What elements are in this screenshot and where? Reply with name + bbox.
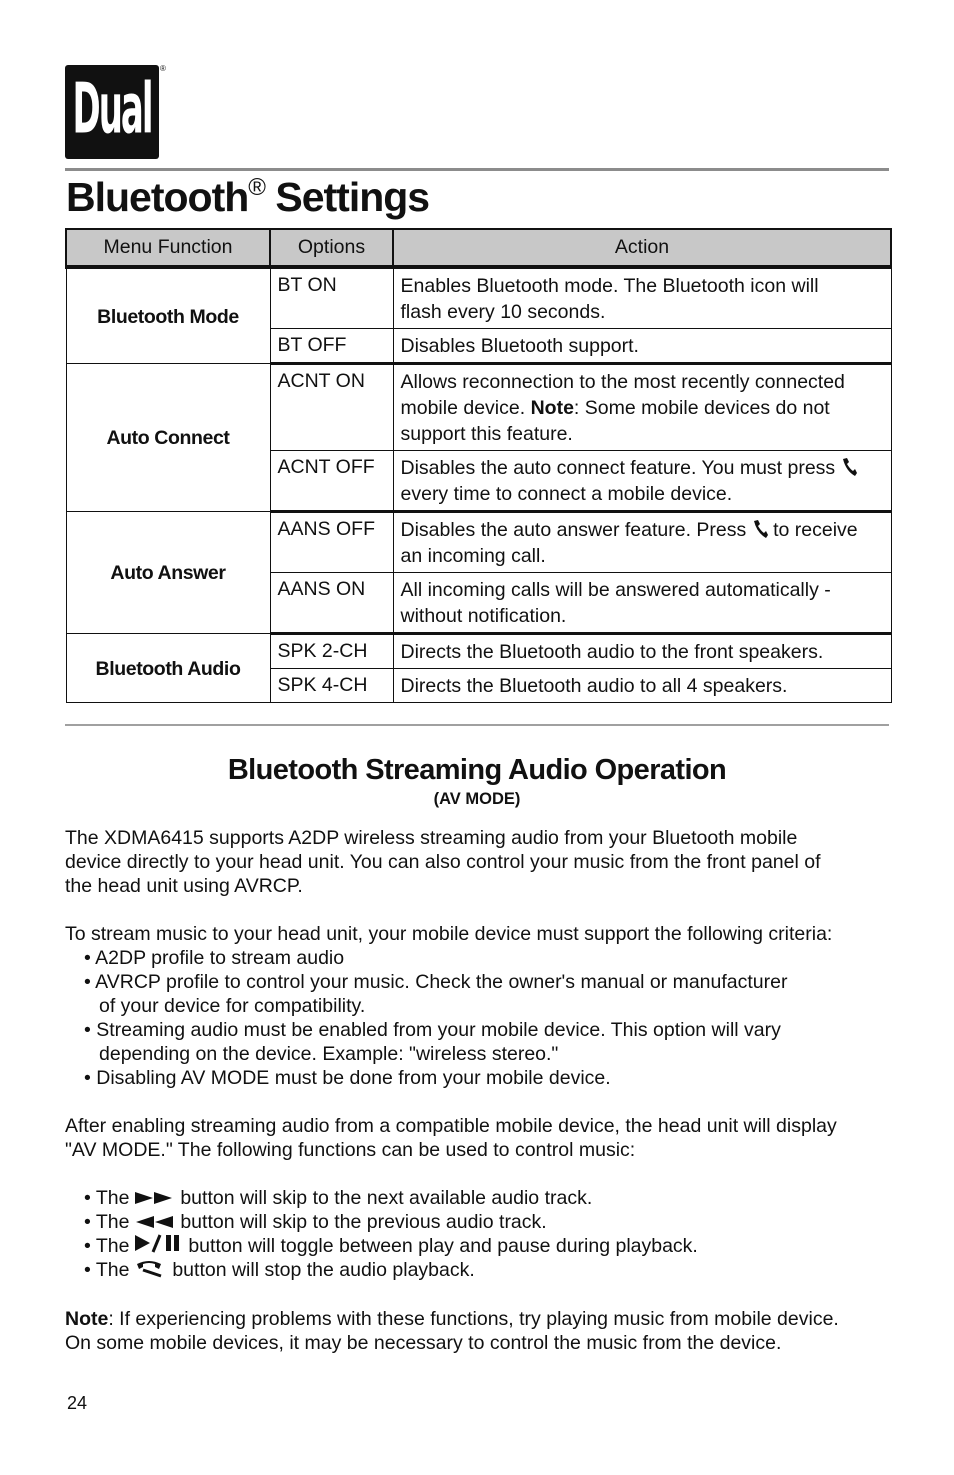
action-cell: All incoming calls will be answered automatically - without notification.	[393, 573, 891, 634]
list-item: • The button will toggle between play and pause during playback.	[84, 1235, 698, 1257]
action-cell: Directs the Bluetooth audio to the front speakers.	[393, 634, 891, 669]
criteria-list	[84, 946, 884, 1090]
table-row	[66, 267, 891, 329]
option-cell: ACNT ON	[270, 364, 393, 451]
phone-icon	[841, 457, 857, 477]
list-item: • Streaming audio must be enabled from your mobile device. This option will vary depending on the device. Example: "wireless stereo."	[84, 1019, 781, 1065]
top-divider	[65, 168, 889, 171]
option-cell: BT OFF	[270, 329, 393, 364]
action-cell: Directs the Bluetooth audio to all 4 speakers.	[393, 669, 891, 703]
header-action: Action	[393, 229, 891, 267]
brand-logo	[65, 65, 159, 159]
fast-forward-icon	[135, 1190, 175, 1206]
function-bluetooth-audio: Bluetooth Audio	[66, 634, 270, 703]
action-cell: Disables Bluetooth support.	[393, 329, 891, 364]
option-cell: SPK 4-CH	[270, 669, 393, 703]
option-cell: AANS OFF	[270, 512, 393, 573]
intro-paragraph: The XDMA6415 supports A2DP wireless streaming audio from your Bluetooth mobile device directly to your head unit. You can also control your music from the front panel of the head unit using AVRCP.	[65, 827, 821, 897]
page-number: 24	[67, 1393, 88, 1413]
function-auto-connect: Auto Connect	[66, 364, 270, 512]
after-paragraph: After enabling streaming audio from a compatible mobile device, the head unit will display "AV MODE." The following functions can be used to control music:	[65, 1115, 837, 1161]
option-cell: SPK 2-CH	[270, 634, 393, 669]
option-cell: AANS ON	[270, 573, 393, 634]
phone-icon	[752, 519, 768, 539]
function-bluetooth-mode: Bluetooth Mode	[66, 267, 270, 364]
logo-registered-mark: ®	[160, 64, 166, 73]
table-header-row	[66, 229, 891, 267]
function-auto-answer: Auto Answer	[66, 512, 270, 634]
list-item: • The button will skip to the next available audio track.	[84, 1187, 593, 1209]
table-row	[66, 364, 891, 451]
note-paragraph: Note: If experiencing problems with these functions, try playing music from mobile device. On some mobile devices, it may be necessary to control the music from the device.	[65, 1308, 839, 1354]
end-call-icon	[135, 1258, 167, 1278]
logo-text: Dual	[72, 69, 152, 151]
option-cell: ACNT OFF	[270, 451, 393, 512]
section-subtitle: (AV MODE)	[433, 790, 521, 808]
page-title: Bluetooth® Settings	[66, 174, 430, 220]
action-cell: Enables Bluetooth mode. The Bluetooth icon will flash every 10 seconds.	[393, 267, 891, 329]
section-divider	[65, 724, 889, 726]
bluetooth-settings-table	[65, 228, 892, 703]
play-pause-icon	[135, 1234, 183, 1254]
list-item: • A2DP profile to stream audio	[84, 947, 345, 969]
list-item: • The button will skip to the previous audio track.	[84, 1211, 547, 1233]
action-cell: Disables the auto connect feature. You must press every time to connect a mobile device.	[393, 451, 891, 512]
list-item: • Disabling AV MODE must be done from your mobile device.	[84, 1067, 611, 1089]
rewind-icon	[135, 1214, 175, 1230]
header-options: Options	[270, 229, 393, 267]
section-title: Bluetooth Streaming Audio Operation	[227, 754, 727, 786]
criteria-lead: To stream music to your head unit, your mobile device must support the following criteria:	[65, 923, 833, 945]
controls-list	[84, 1186, 884, 1282]
action-cell: Allows reconnection to the most recently connected mobile device. Note: Some mobile devices do not support this feature.	[393, 364, 891, 451]
list-item: • The button will stop the audio playback.	[84, 1259, 475, 1281]
action-cell: Disables the auto answer feature. Press to receive an incoming call.	[393, 512, 891, 573]
option-cell: BT ON	[270, 267, 393, 329]
list-item: • AVRCP profile to control your music. Check the owner's manual or manufacturer of your device for compatibility.	[84, 971, 788, 1017]
header-menu-function: Menu Function	[66, 229, 270, 267]
table-row	[66, 634, 891, 669]
table-row	[66, 512, 891, 573]
